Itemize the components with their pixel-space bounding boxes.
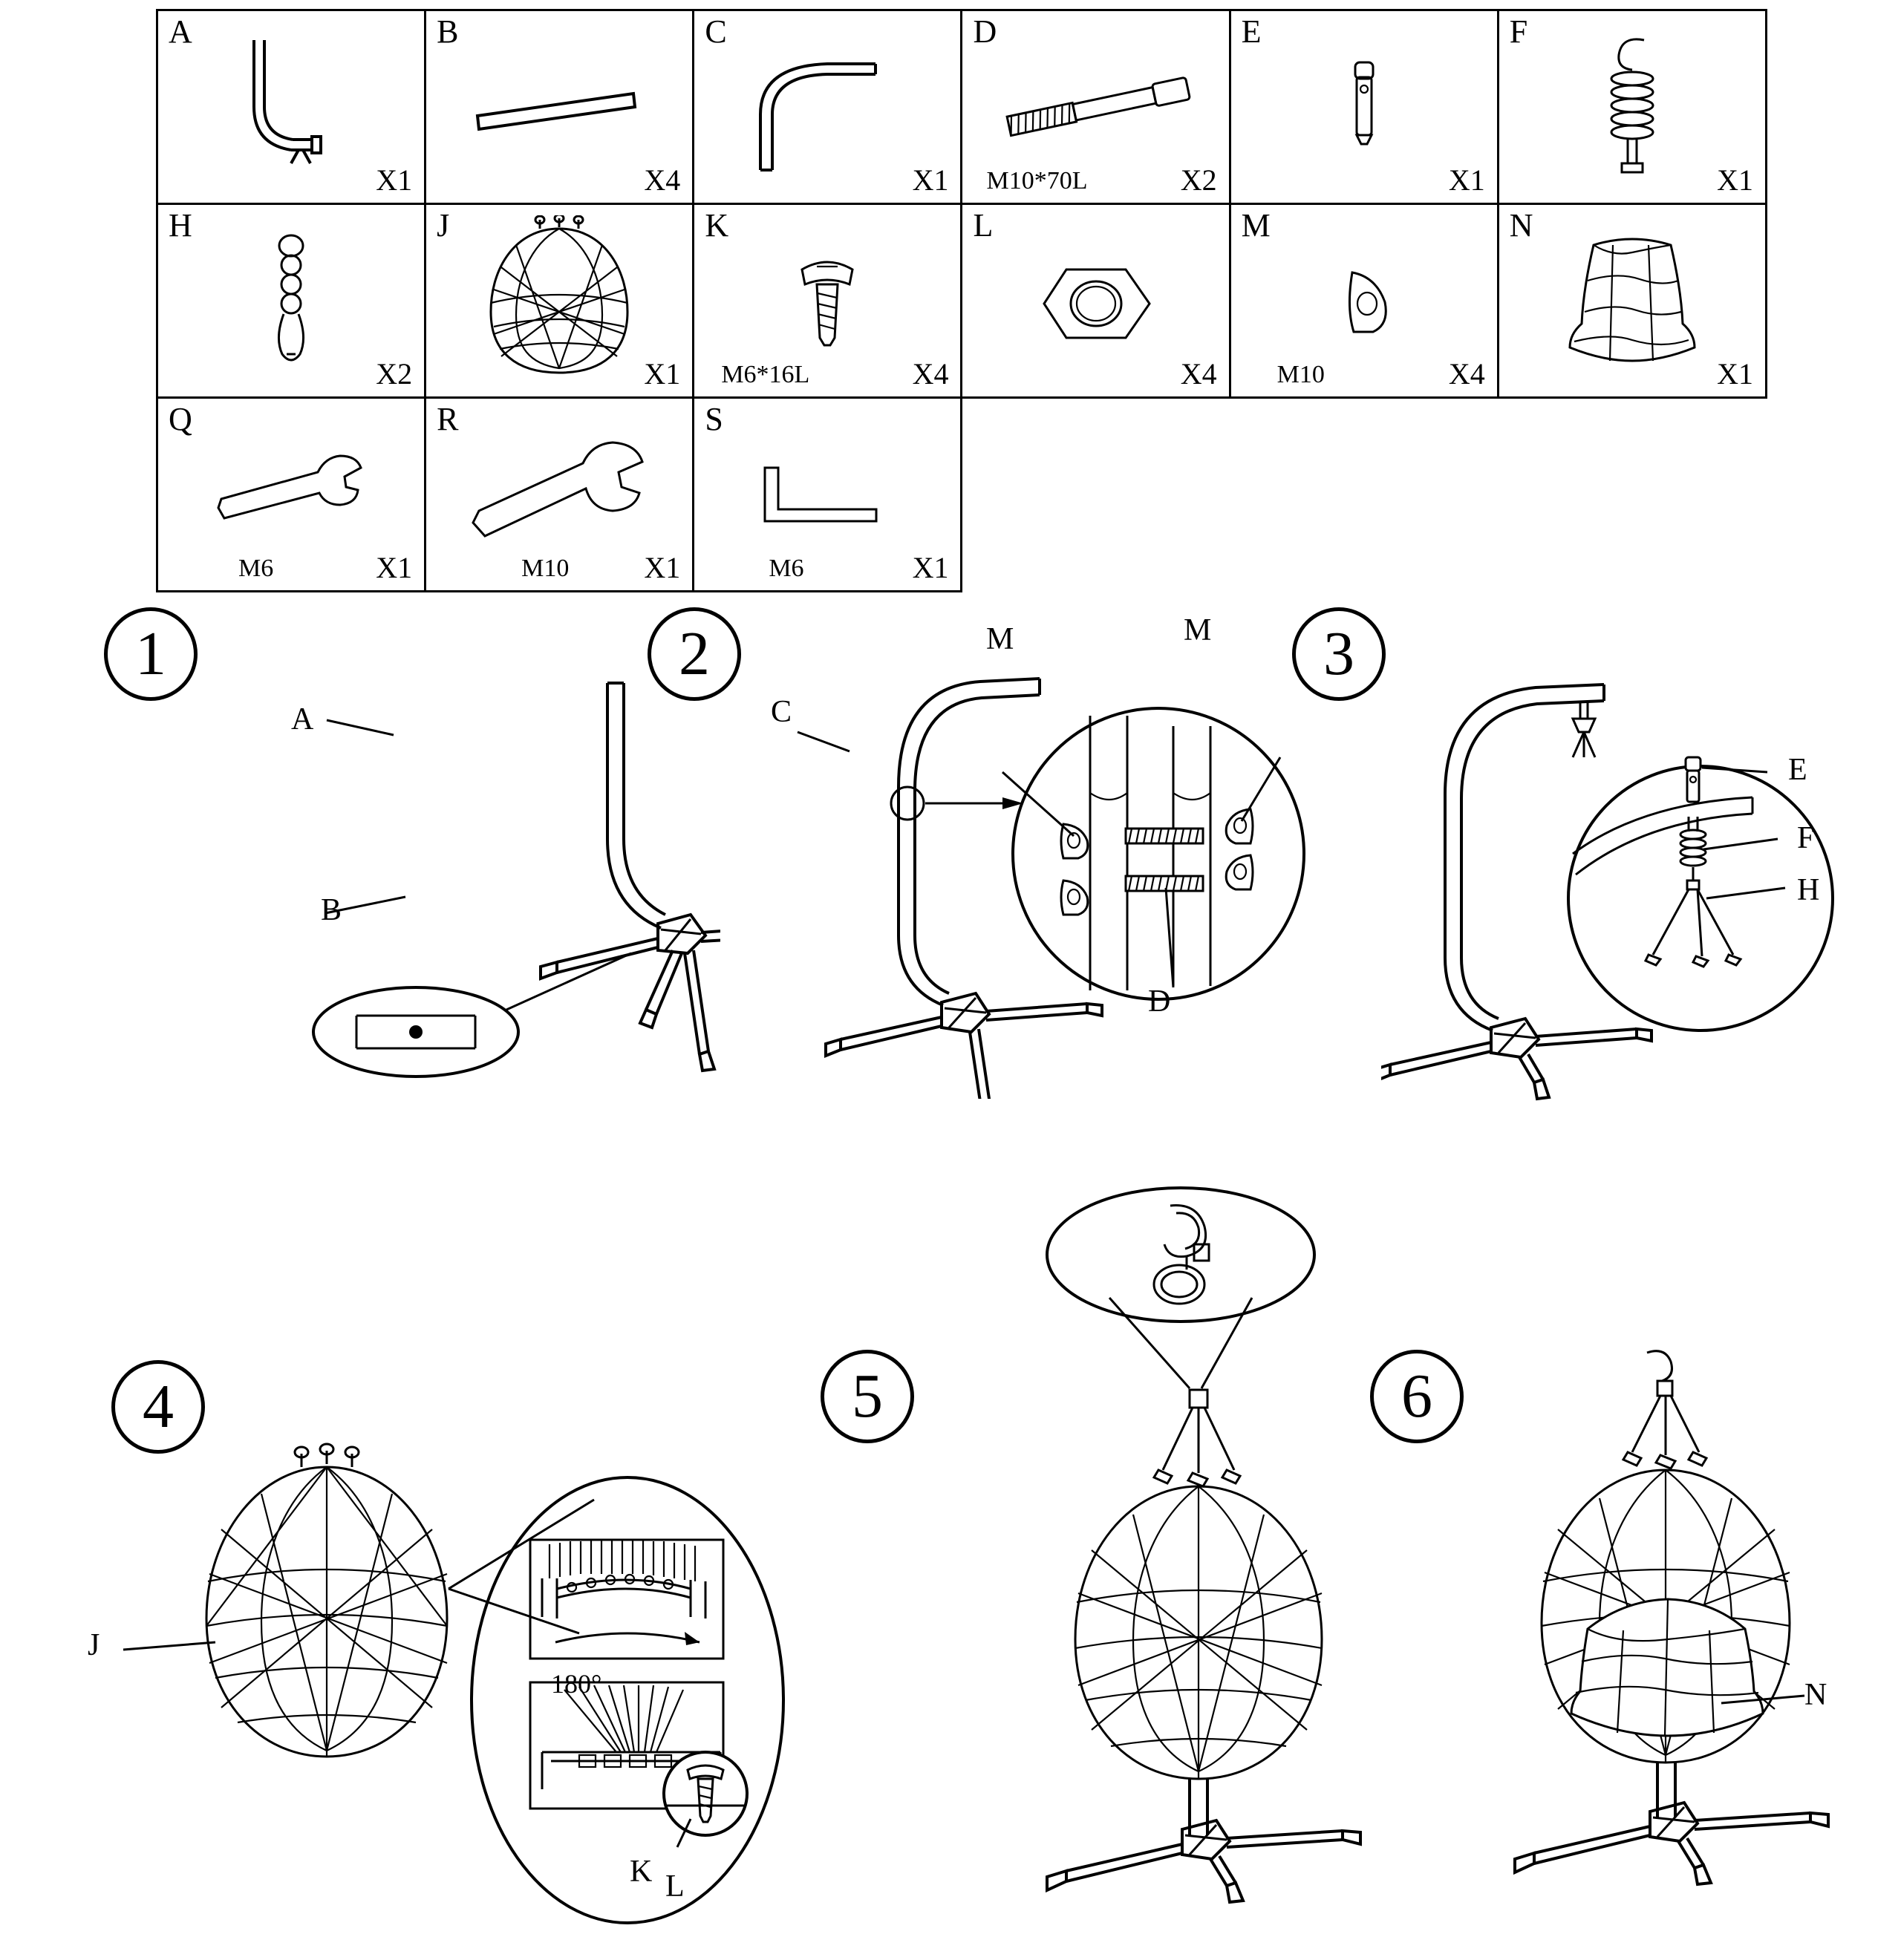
part-spec: M6*16L — [721, 361, 810, 388]
step-2-leader-c — [787, 713, 891, 802]
part-cell-s — [694, 398, 962, 592]
step-number-badge: 4 — [111, 1360, 205, 1454]
step-4-leader-lines — [446, 1485, 713, 1678]
step-3-label-h: H — [1797, 873, 1820, 907]
part-qty: X2 — [376, 357, 413, 391]
step-4-label-k: K — [630, 1855, 653, 1889]
part-cell-e — [1230, 10, 1498, 204]
part-qty: X4 — [1448, 357, 1485, 391]
step-5-figure — [988, 1173, 1493, 1908]
step-1-label-b: B — [321, 893, 342, 927]
part-cell-q — [157, 398, 425, 592]
part-cell-a — [157, 10, 425, 204]
step-number-badge: 6 — [1370, 1350, 1464, 1443]
part-letter: D — [973, 13, 997, 50]
part-cell-r — [425, 398, 694, 592]
part-cell-j — [425, 204, 694, 398]
part-spec: M10 — [521, 555, 570, 582]
part-cell-b — [425, 10, 694, 204]
step-2-label-d: D — [1148, 984, 1171, 1019]
part-cell-n — [1498, 204, 1766, 398]
part-qty: X1 — [644, 551, 681, 584]
table-cell-empty — [1230, 398, 1498, 592]
step-3-label-e: E — [1788, 753, 1807, 787]
part-letter: K — [705, 207, 729, 244]
part-qty: X1 — [644, 357, 681, 391]
part-qty: X1 — [1717, 163, 1753, 197]
table-cell-empty — [1498, 398, 1766, 592]
step-6-label-n: N — [1804, 1678, 1827, 1712]
step-3-detail-zoom — [1530, 742, 1886, 1054]
part-letter: C — [705, 13, 727, 50]
step-4-label-j: J — [88, 1628, 100, 1662]
step-2-label-m-right: M — [1184, 613, 1212, 647]
step-6-figure — [1448, 1344, 1901, 1908]
part-qty: X1 — [376, 163, 413, 197]
step-3-label-f: F — [1797, 821, 1815, 855]
step-4-leader-j — [111, 1626, 230, 1685]
step-2-detail-zoom — [950, 698, 1366, 1010]
part-spec: M10*70L — [986, 167, 1088, 195]
step-number-badge: 1 — [104, 607, 198, 701]
part-letter: H — [169, 207, 192, 244]
parts-list-table — [156, 9, 1767, 592]
step-6-leader-n — [1715, 1670, 1834, 1730]
part-qty: X1 — [912, 163, 949, 197]
part-cell-c — [694, 10, 962, 204]
part-letter: J — [437, 207, 450, 244]
part-qty: X1 — [912, 551, 949, 584]
step-2-label-c: C — [771, 695, 792, 729]
part-qty: X1 — [1717, 357, 1753, 391]
part-letter: S — [705, 401, 723, 437]
table-row — [157, 398, 1767, 592]
part-qty: X4 — [912, 357, 949, 391]
part-letter: M — [1241, 207, 1271, 244]
step-number-badge: 2 — [648, 607, 741, 701]
part-letter: F — [1509, 13, 1528, 50]
part-letter: A — [169, 13, 192, 50]
part-letter: Q — [169, 401, 192, 437]
part-qty: X2 — [1180, 163, 1217, 197]
part-letter: N — [1509, 207, 1533, 244]
step-number-badge: 5 — [821, 1350, 914, 1443]
part-cell-l — [962, 204, 1230, 398]
step-1-label-a: A — [291, 702, 314, 736]
part-spec: M6 — [238, 555, 274, 582]
part-spec: M10 — [1276, 361, 1325, 388]
part-letter: R — [437, 401, 459, 437]
step-4-label-l: L — [665, 1869, 685, 1904]
step-1-leader-lines — [297, 698, 490, 935]
part-qty: X4 — [1180, 357, 1217, 391]
step-4-basket-figure — [163, 1440, 490, 1782]
part-cell-k — [694, 204, 962, 398]
part-qty: X1 — [1448, 163, 1485, 197]
part-qty: X4 — [644, 163, 681, 197]
step-number-badge: 3 — [1292, 607, 1386, 701]
step-4-annotation-angle: 180° — [551, 1669, 602, 1699]
part-spec: M6 — [769, 555, 804, 582]
table-cell-empty — [962, 398, 1230, 592]
part-cell-f — [1498, 10, 1766, 204]
part-letter: E — [1241, 13, 1262, 50]
part-cell-d — [962, 10, 1230, 204]
part-qty: X1 — [376, 551, 413, 584]
step-2-label-m-left: M — [986, 622, 1014, 656]
table-row — [157, 204, 1767, 398]
part-letter: L — [973, 207, 994, 244]
table-row — [157, 10, 1767, 204]
part-cell-m — [1230, 204, 1498, 398]
part-letter: B — [437, 13, 459, 50]
part-cell-h — [157, 204, 425, 398]
